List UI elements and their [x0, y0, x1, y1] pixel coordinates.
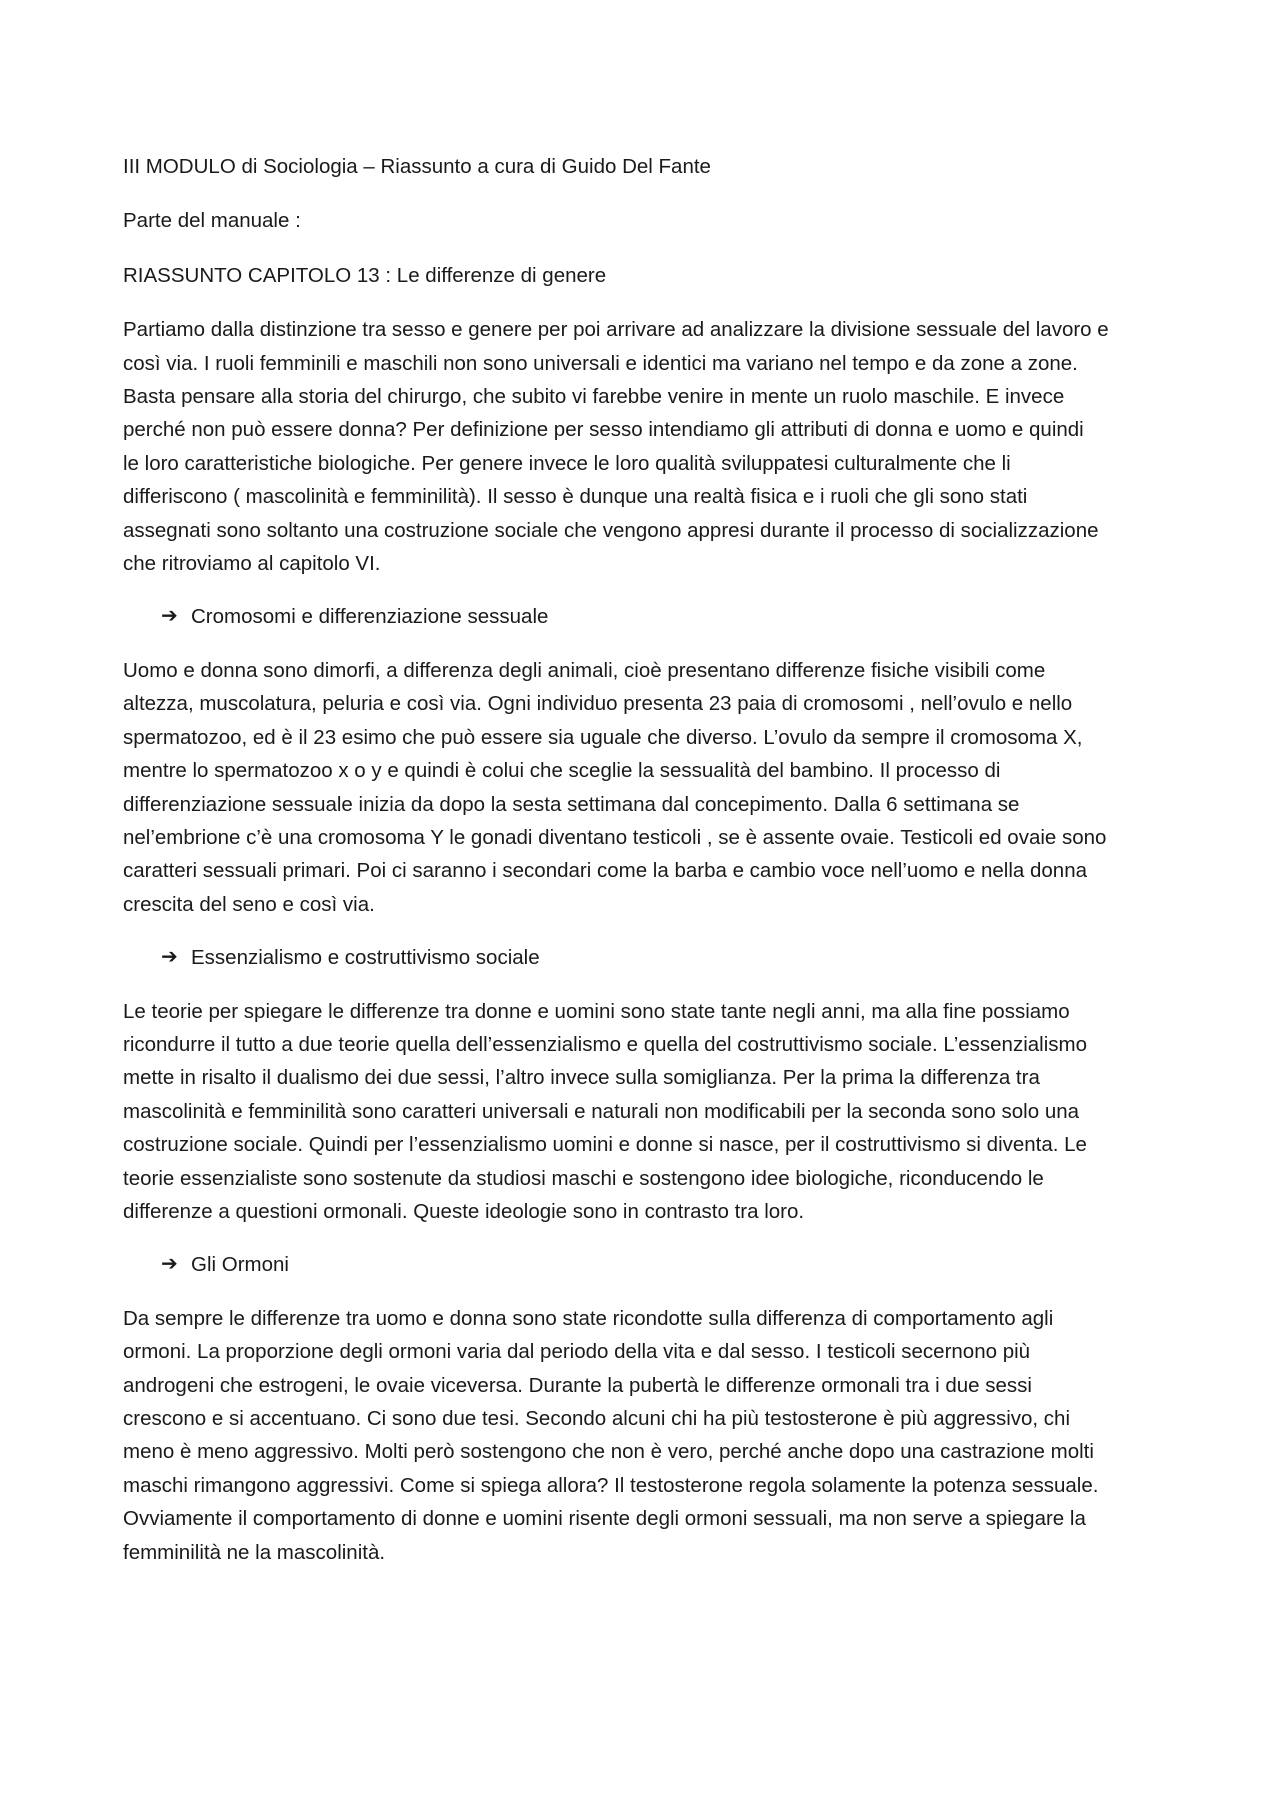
paragraph-line: caratteri sessuali primari. Poi ci saranno i secondari come la barba e cambio voce nell’uomo e nella donna	[123, 859, 1088, 883]
paragraph-line: mentre lo spermatozoo x o y e quindi è colui che sceglie la sessualità del bambino. Il processo di	[123, 759, 1001, 783]
paragraph-line: crescono e si accentuano. Ci sono due tesi. Secondo alcuni chi ha più testosterone è più aggressivo, chi	[123, 1407, 1070, 1430]
section-heading-text: Cromosomi e differenziazione sessuale	[191, 605, 549, 629]
paragraph-line: Le teorie per spiegare le differenze tra donne e uomini sono state tante negli anni, ma alla fine possiamo	[123, 999, 1070, 1023]
paragraph-line: costruzione sociale. Quindi per l’essenzialismo uomini e donne si nasce, per il costruttivismo si diventa. Le	[123, 1133, 1087, 1157]
paragraph-line: assegnati sono soltanto una costruzione sociale che vengono appresi durante il processo di socializzazione	[123, 518, 1099, 542]
paragraph-line: differiscono ( mascolinità e femminilità). Il sesso è dunque una realtà fisica e i ruoli che gli sono stati	[123, 485, 1028, 509]
section-heading-chromosomes	[123, 600, 1173, 633]
paragraph-line: mette in risalto il dualismo dei due sessi, l’altro invece sulla somiglianza. Per la prima la differenza tra	[123, 1066, 1040, 1090]
section-heading-hormones	[123, 1248, 1173, 1281]
paragraph-line: nel’embrione c’è una cromosoma Y le gonadi diventano testicoli , se è assente ovaie. Testicoli ed ovaie sono	[123, 825, 1107, 849]
paragraph-line: androgeni che estrogeni, le ovaie viceversa. Durante la pubertà le differenze ormonali tra i due sessi	[123, 1373, 1032, 1397]
hormones-paragraph	[123, 1302, 1173, 1569]
section-heading-text: Gli Ormoni	[191, 1253, 289, 1277]
intro-paragraph	[123, 313, 1173, 580]
paragraph-line: perché non può essere donna? Per definizione per sesso intendiamo gli attributi di donna e uomo e quindi	[123, 418, 1084, 442]
paragraph-line: Ovviamente il comportamento di donne e uomini risente degli ormoni sessuali, ma non serve a spiegare la	[123, 1507, 1086, 1531]
paragraph-line: crescita del seno e così via.	[123, 892, 375, 916]
paragraph-line: teorie essenzialiste sono sostenute da studiosi maschi e sostengono idee biologiche, riconducendo le	[123, 1166, 1044, 1190]
paragraph-line: Uomo e donna sono dimorfi, a differenza degli animali, cioè presentano differenze fisiche visibili come	[123, 658, 1046, 682]
section-heading-text: Essenzialismo e costruttivismo sociale	[191, 946, 540, 970]
document-page	[123, 150, 1173, 1589]
chapter-title: RIASSUNTO CAPITOLO 13 : Le differenze di genere	[123, 263, 607, 287]
essentialism-paragraph	[123, 995, 1173, 1229]
paragraph-line: differenziazione sessuale inizia da dopo la sesta settimana dal concepimento. Dalla 6 settimana se	[123, 792, 1020, 816]
document-title: III MODULO di Sociologia – Riassunto a cura di Guido Del Fante	[123, 155, 711, 178]
paragraph-line: spermatozoo, ed è il 23 esimo che può essere sia uguale che diverso. L’ovulo da sempre il cromosoma X,	[123, 725, 1083, 749]
paragraph-line: altezza, muscolatura, peluria e così via. Ogni individuo presenta 23 paia di cromosomi , nell’ovulo e nello	[123, 692, 1073, 716]
right-arrow-icon: ➔	[161, 1253, 178, 1276]
paragraph-line: le loro caratteristiche biologiche. Per genere invece le loro qualità sviluppatesi culturalmente che li	[123, 451, 1011, 475]
paragraph-line: mascolinità e femminilità sono caratteri universali e naturali non modificabili per la seconda sono solo una	[123, 1099, 1080, 1123]
manual-part-label: Parte del manuale :	[123, 209, 301, 233]
paragraph-line: che ritroviamo al capitolo VI.	[123, 552, 381, 576]
paragraph-line: così via. I ruoli femminili e maschili non sono universali e identici ma variano nel tempo e da zone a zone.	[123, 351, 1078, 375]
chromosomes-paragraph	[123, 654, 1173, 921]
paragraph-line: meno è meno aggressivo. Molti però sostengono che non è vero, perché anche dopo una castrazione molti	[123, 1440, 1094, 1464]
paragraph-line: Da sempre le differenze tra uomo e donna sono state ricondotte sulla differenza di comportamento agli	[123, 1306, 1054, 1330]
paragraph-line: differenze a questioni ormonali. Queste ideologie sono in contrasto tra loro.	[123, 1199, 805, 1223]
paragraph-line: femminilità ne la mascolinità.	[123, 1540, 386, 1564]
section-heading-essentialism	[123, 941, 1173, 974]
paragraph-line: ricondurre il tutto a due teorie quella dell’essenzialismo e quella del costruttivismo sociale. L’essenzialismo	[123, 1032, 1087, 1056]
paragraph-line: Partiamo dalla distinzione tra sesso e genere per poi arrivare ad analizzare la divisione sessuale del lavoro e	[123, 318, 1109, 342]
right-arrow-icon: ➔	[161, 605, 178, 628]
paragraph-line: maschi rimangono aggressivi. Come si spiega allora? Il testosterone regola solamente la potenza sessuale.	[123, 1473, 1099, 1497]
paragraph-line: Basta pensare alla storia del chirurgo, che subito vi farebbe venire in mente un ruolo maschile. E invece	[123, 385, 1065, 409]
right-arrow-icon: ➔	[161, 946, 178, 969]
paragraph-line: ormoni. La proporzione degli ormoni varia dal periodo della vita e dal sesso. I testicoli secernono più	[123, 1340, 1031, 1364]
